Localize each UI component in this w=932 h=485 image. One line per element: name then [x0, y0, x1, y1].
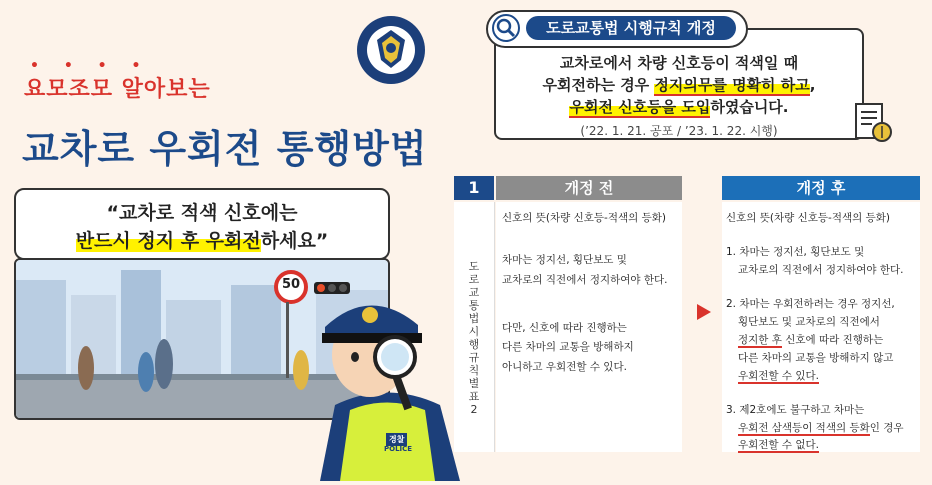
decorative-dots: • • • •: [30, 58, 151, 74]
notice-badge: [486, 10, 748, 48]
before-p2c: 아니하고 우회전할 수 있다.: [502, 361, 627, 373]
magnifier-icon: [492, 14, 520, 42]
notice-line-3: [496, 96, 862, 117]
law-reference-column: [454, 202, 495, 452]
before-p1a: 차마는 정지선, 횡단보도 및: [502, 254, 627, 266]
notice-line-2-pre: 우회전하는 경우: [542, 76, 655, 94]
before-p1b: 교차로의 직전에서 정지하여야 한다.: [502, 274, 668, 286]
page-title: 교차로 우회전 통행방법: [22, 127, 428, 171]
before-column: [496, 202, 682, 452]
quote-box: [14, 188, 390, 260]
after-i3b: [738, 420, 904, 435]
header-before: 개정 전: [496, 176, 682, 200]
after-i2d: 다른 차마의 교통을 방해하지 않고: [738, 352, 894, 364]
after-i2c-rest: 신호에 따라 진행하는: [781, 334, 884, 346]
quote-line-2: [16, 226, 388, 253]
before-title: 신호의 뜻(차량 신호등-적색의 등화): [502, 212, 666, 224]
notice-line-2: [496, 74, 862, 95]
after-i2e-underlined: 우회전할 수 있다.: [738, 370, 820, 382]
notice-highlight-1: 정지의무를 명확히 하고: [654, 76, 810, 94]
quote-rest: 하세요”: [260, 230, 329, 252]
notice-line-3-post: 하였습니다.: [710, 98, 789, 116]
before-p2b: 다른 차마의 교통을 방해하지: [502, 341, 634, 353]
after-i1a: 1. 차마는 정지선, 횡단보도 및: [726, 246, 865, 258]
quote-highlight: 반드시 정지 후 우회전: [75, 230, 261, 252]
notice-badge-label: 도로교통법 시행규칙 개정: [526, 16, 736, 40]
subtitle: 요모조모 알아보는: [24, 76, 211, 102]
notice-dates: (’22. 1. 21. 공포 / ’23. 1. 22. 시행): [580, 124, 778, 138]
after-i1b: 교차로의 직전에서 정지하여야 한다.: [738, 264, 904, 276]
law-reference: 도로교통법 시행규칙 별표 2: [468, 260, 480, 416]
after-i3a: 3. 제2호에도 불구하고 차마는: [726, 404, 865, 416]
after-title: 신호의 뜻(차량 신호등-적색의 등화): [726, 212, 890, 224]
notice-line-2-post: ,: [809, 76, 816, 94]
after-i3b-underlined: 우회전 삼색등이 적색의 등화: [738, 422, 870, 434]
quote-line-1: “교차로 적색 신호에는: [106, 202, 298, 224]
after-i2c: [738, 332, 883, 347]
before-p2a: 다만, 신호에 따라 진행하는: [502, 322, 627, 334]
header-after: 개정 후: [722, 176, 920, 200]
arrow-right-icon: [697, 304, 711, 320]
after-i3c: [738, 437, 819, 452]
section-number: 1: [454, 176, 494, 200]
after-i3c-underlined: 우회전할 수 없다.: [738, 439, 820, 451]
after-i2a: 2. 차마는 우회전하려는 경우 정지선,: [726, 298, 895, 310]
officer-tag: 경찰: [386, 433, 407, 446]
after-i2c-underlined: 정지한 후: [738, 334, 782, 346]
speed-limit-sign: 50: [281, 277, 301, 292]
notice-highlight-2: 우회전 신호등을 도입: [569, 98, 711, 116]
notice-line-1: 교차로에서 차량 신호등이 적색일 때: [559, 54, 799, 72]
after-i2b: 횡단보도 및 교차로의 직전에서: [738, 316, 880, 328]
vest-label: POLICE: [384, 445, 413, 453]
police-emblem-icon: [355, 14, 427, 86]
after-i3b-rest: 인 경우: [869, 422, 904, 434]
after-i2e: [738, 368, 819, 383]
after-column: [722, 202, 920, 452]
police-officer-illustration: [300, 285, 475, 481]
law-document-icon: [850, 100, 894, 144]
